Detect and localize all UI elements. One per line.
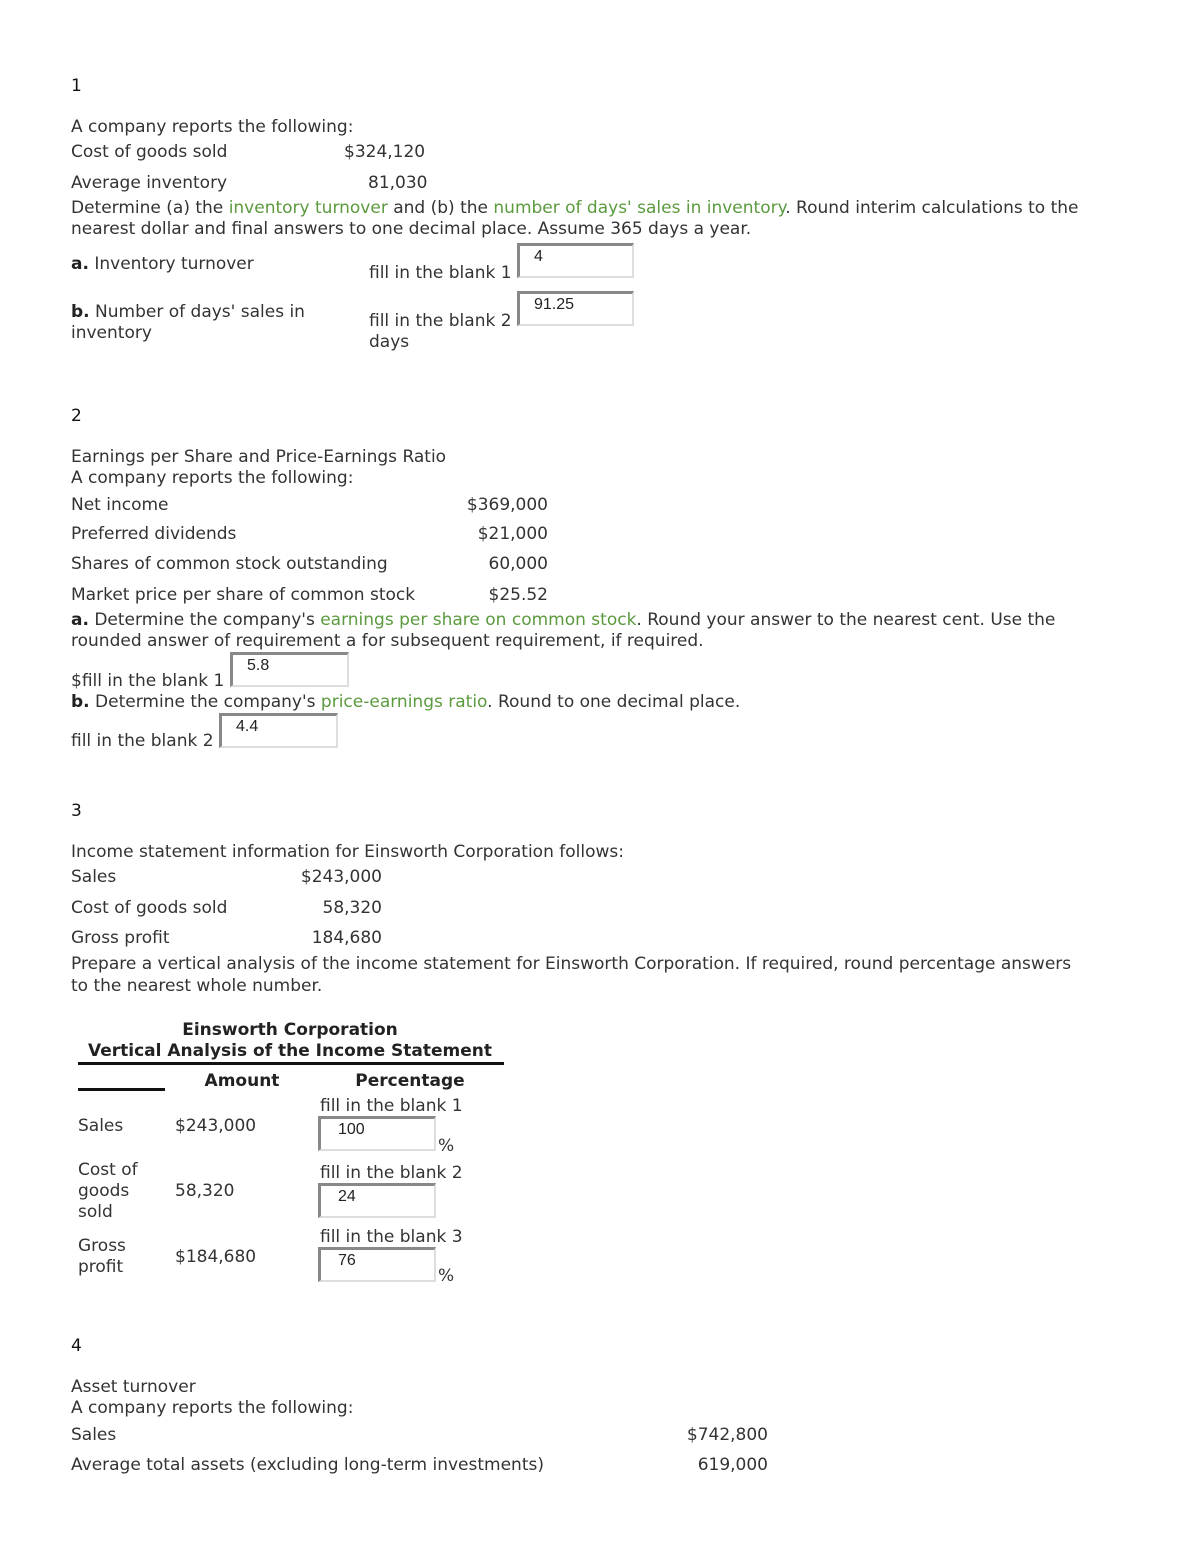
question-number: 4 — [71, 1336, 82, 1356]
part-label-cont: inventory — [71, 323, 152, 343]
blank-label: fill in the blank 2 — [320, 1163, 463, 1183]
q1-row-value: 81,030 — [368, 173, 428, 193]
q1-instr-line2: nearest dollar and final answers to one decimal place. Assume 365 days a year. — [71, 219, 752, 239]
col-header-amount: Amount — [204, 1071, 280, 1091]
q2-intro: A company reports the following: — [71, 468, 354, 488]
q3-intro: Income statement information for Einsworth Corporation follows: — [71, 842, 624, 862]
q3-row-value: 184,680 — [311, 928, 382, 948]
q2-a-text: Determine the company's — [94, 610, 321, 630]
part-label: Number of days' sales in — [95, 302, 305, 322]
eps-input[interactable]: 5.8 — [230, 652, 349, 687]
q2-row-value: $21,000 — [477, 524, 548, 544]
q1-part-a — [71, 254, 254, 275]
percent-sign: % — [438, 1266, 455, 1286]
q2-b-text: . Round to one decimal place. — [487, 692, 741, 712]
q1-instr-text: . Round interim calculations to the — [785, 198, 1079, 218]
q2-row-value: 60,000 — [488, 554, 548, 574]
q2-row-label: Shares of common stock outstanding — [71, 554, 388, 574]
pe-ratio-input[interactable]: 4.4 — [219, 713, 338, 748]
q3-row-label: Cost of goods sold — [71, 898, 228, 918]
table-row-label: sold — [78, 1202, 113, 1222]
q1-row-label: Average inventory — [71, 173, 228, 193]
q4-row-value: 619,000 — [697, 1455, 768, 1475]
cogs-percentage-input[interactable]: 24 — [318, 1183, 436, 1218]
q3-row-label: Gross profit — [71, 928, 170, 948]
q2-row-value: $369,000 — [466, 495, 548, 515]
q1-row-value: $324,120 — [344, 142, 426, 162]
label-col-rule — [78, 1088, 165, 1091]
q4-row-value: $742,800 — [686, 1425, 768, 1445]
table-row-label: Sales — [78, 1116, 124, 1136]
question-number: 3 — [71, 801, 82, 821]
inventory-turnover-link[interactable]: inventory turnover — [228, 198, 388, 218]
q3-instr-line1: Prepare a vertical analysis of the income statement for Einsworth Corporation. If required, round percentage answers — [71, 954, 1072, 974]
q1-part-b — [71, 302, 305, 323]
question-number: 2 — [71, 406, 82, 426]
part-letter: a. — [71, 610, 89, 630]
q2-row-label: Market price per share of common stock — [71, 585, 416, 605]
q4-title: Asset turnover — [71, 1377, 196, 1397]
blank-label: fill in the blank 3 — [320, 1227, 463, 1247]
part-letter: b. — [71, 302, 90, 322]
q1-instr-text: Determine (a) the — [71, 198, 229, 218]
q1-instr-text: and (b) the — [387, 198, 494, 218]
part-label: Inventory turnover — [94, 254, 254, 274]
pe-ratio-link[interactable]: price-earnings ratio — [320, 692, 488, 712]
q1-instructions — [71, 198, 1079, 219]
q3-row-value: 58,320 — [322, 898, 382, 918]
eps-link[interactable]: earnings per share on common stock — [320, 610, 637, 630]
table-row-amount: 58,320 — [175, 1181, 235, 1201]
percent-sign: % — [438, 1136, 455, 1156]
table-row-amount: $243,000 — [175, 1116, 257, 1136]
inventory-turnover-input[interactable]: 4 — [517, 243, 634, 278]
days-sales-inventory-link[interactable]: number of days' sales in inventory — [493, 198, 786, 218]
q2-a-line2: rounded answer of requirement a for subsequent requirement, if required. — [71, 631, 704, 651]
table-row-label: Gross — [78, 1236, 126, 1256]
col-header-percentage: Percentage — [355, 1071, 465, 1091]
days-sales-input[interactable]: 91.25 — [517, 291, 634, 326]
q4-intro: A company reports the following: — [71, 1398, 354, 1418]
q2-title: Earnings per Share and Price-Earnings Ratio — [71, 447, 447, 467]
part-letter: a. — [71, 254, 89, 274]
q2-a-text: . Round your answer to the nearest cent. Use the — [636, 610, 1056, 630]
table-row-label: goods — [78, 1181, 130, 1201]
unit-label: days — [369, 332, 410, 352]
blank-label: fill in the blank 2 — [71, 731, 214, 751]
table-row-amount: $184,680 — [175, 1247, 257, 1267]
question-number: 1 — [71, 76, 82, 96]
q4-row-label: Average total assets (excluding long-term investments) — [71, 1455, 544, 1475]
part-letter: b. — [71, 692, 90, 712]
table-subtitle: Vertical Analysis of the Income Statement — [88, 1041, 492, 1061]
q2-row-label: Preferred dividends — [71, 524, 237, 544]
gross-profit-percentage-input[interactable]: 76 — [318, 1247, 436, 1282]
sales-percentage-input[interactable]: 100 — [318, 1116, 436, 1151]
q1-row-label: Cost of goods sold — [71, 142, 228, 162]
q2-row-value: $25.52 — [488, 585, 548, 605]
table-row-label: Cost of — [78, 1160, 138, 1180]
blank-label: fill in the blank 1 — [320, 1096, 463, 1116]
q4-row-label: Sales — [71, 1425, 117, 1445]
q2-part-b — [71, 692, 740, 713]
q2-row-label: Net income — [71, 495, 169, 515]
table-row-label: profit — [78, 1257, 124, 1277]
table-title-rule — [78, 1062, 504, 1065]
q2-part-a — [71, 610, 1055, 631]
q3-instr-line2: to the nearest whole number. — [71, 976, 323, 996]
blank-label: fill in the blank 1 — [369, 263, 512, 283]
blank-label: fill in the blank 2 — [369, 311, 512, 331]
q3-row-value: $243,000 — [300, 867, 382, 887]
q2-b-text: Determine the company's — [95, 692, 321, 712]
table-company-title: Einsworth Corporation — [182, 1020, 398, 1040]
q1-intro: A company reports the following: — [71, 117, 354, 137]
blank-label: $fill in the blank 1 — [71, 671, 225, 691]
q3-row-label: Sales — [71, 867, 117, 887]
